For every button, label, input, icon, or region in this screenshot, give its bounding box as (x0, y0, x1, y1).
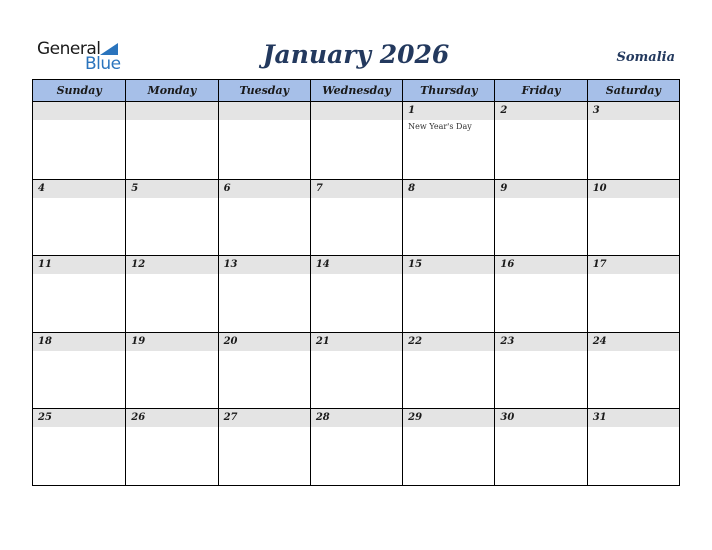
day-cell (218, 102, 310, 179)
day-cell (402, 179, 494, 256)
day-cell (494, 102, 586, 179)
day-number: 12 (131, 259, 146, 271)
day-number: 5 (131, 182, 139, 194)
day-number-bar (311, 102, 402, 120)
day-number-bar (403, 102, 494, 120)
calendar-title: January 2026 (262, 40, 450, 69)
day-cell (587, 255, 679, 332)
day-cell (33, 255, 125, 332)
day-number: 16 (500, 259, 515, 271)
day-number: 31 (592, 412, 607, 424)
day-cell (402, 332, 494, 409)
day-number: 6 (223, 182, 231, 194)
day-number: 18 (38, 335, 52, 347)
day-cell (402, 102, 494, 179)
day-number: 28 (315, 412, 330, 424)
day-cell (587, 332, 679, 409)
day-number-bar (495, 102, 586, 120)
day-number-bar (311, 180, 402, 198)
day-number: 8 (408, 182, 416, 194)
day-cell (587, 102, 679, 179)
day-cell (125, 179, 217, 256)
day-number: 24 (592, 335, 607, 347)
day-number-bar (219, 180, 310, 198)
weekday-header-monday: Monday (125, 80, 217, 101)
day-number: 14 (315, 259, 330, 271)
logo-text-blue: Blue (85, 54, 121, 74)
day-cell (218, 255, 310, 332)
weekday-header-wednesday: Wednesday (310, 80, 402, 101)
day-cell (402, 255, 494, 332)
day-cell (218, 179, 310, 256)
day-number: 17 (592, 259, 607, 271)
weekday-header-saturday: Saturday (587, 80, 679, 101)
day-cell (310, 408, 402, 485)
weekday-header-friday: Friday (494, 80, 586, 101)
day-cell (494, 408, 586, 485)
day-number-bar (219, 102, 310, 120)
day-number: 21 (315, 335, 330, 347)
day-cell (494, 179, 586, 256)
day-number: 23 (500, 335, 515, 347)
day-number: 30 (500, 412, 515, 424)
day-number: 4 (38, 182, 45, 194)
day-number: 7 (315, 182, 323, 194)
weekday-header-row (33, 80, 679, 102)
day-cell (310, 102, 402, 179)
day-number-bar (126, 102, 217, 120)
day-number: 10 (592, 182, 607, 194)
day-cell (33, 408, 125, 485)
calendar-days (33, 102, 679, 485)
day-number: 25 (38, 412, 52, 424)
day-number: 19 (131, 335, 146, 347)
day-cell (33, 332, 125, 409)
day-number-bar (495, 180, 586, 198)
day-cell (125, 102, 217, 179)
day-cell (125, 408, 217, 485)
day-number: 3 (592, 105, 600, 116)
generalblue-logo (37, 39, 127, 73)
day-cell (494, 332, 586, 409)
day-cell (494, 255, 586, 332)
day-cell (587, 408, 679, 485)
logo-text-general: General (37, 39, 101, 59)
day-number: 2 (500, 105, 508, 116)
day-number: 1 (408, 105, 416, 116)
day-number-bar (126, 180, 217, 198)
day-number: 15 (408, 259, 423, 271)
day-cell (33, 102, 125, 179)
day-cell (218, 408, 310, 485)
day-number: 22 (408, 335, 423, 347)
calendar-grid (32, 79, 680, 486)
holiday-label: New Year's Day (408, 122, 472, 131)
day-number: 11 (38, 259, 52, 271)
day-cell (125, 332, 217, 409)
weekday-header-thursday: Thursday (402, 80, 494, 101)
weekday-header-tuesday: Tuesday (218, 80, 310, 101)
day-number: 26 (131, 412, 146, 424)
weekday-header-sunday: Sunday (56, 84, 102, 97)
day-number: 13 (223, 259, 238, 271)
day-number: 20 (223, 335, 238, 347)
day-cell (218, 332, 310, 409)
day-number: 29 (408, 412, 423, 424)
day-cell (125, 255, 217, 332)
day-number-bar (33, 102, 125, 120)
day-number-bar (588, 102, 679, 120)
day-cell (310, 255, 402, 332)
day-cell (587, 179, 679, 256)
day-cell (310, 179, 402, 256)
day-number: 9 (500, 182, 508, 194)
day-number-bar (33, 180, 125, 198)
day-cell (310, 332, 402, 409)
day-cell (402, 408, 494, 485)
day-number-bar (403, 180, 494, 198)
country-label: Somalia (616, 50, 675, 65)
day-number: 27 (223, 412, 238, 424)
day-cell (33, 179, 125, 256)
